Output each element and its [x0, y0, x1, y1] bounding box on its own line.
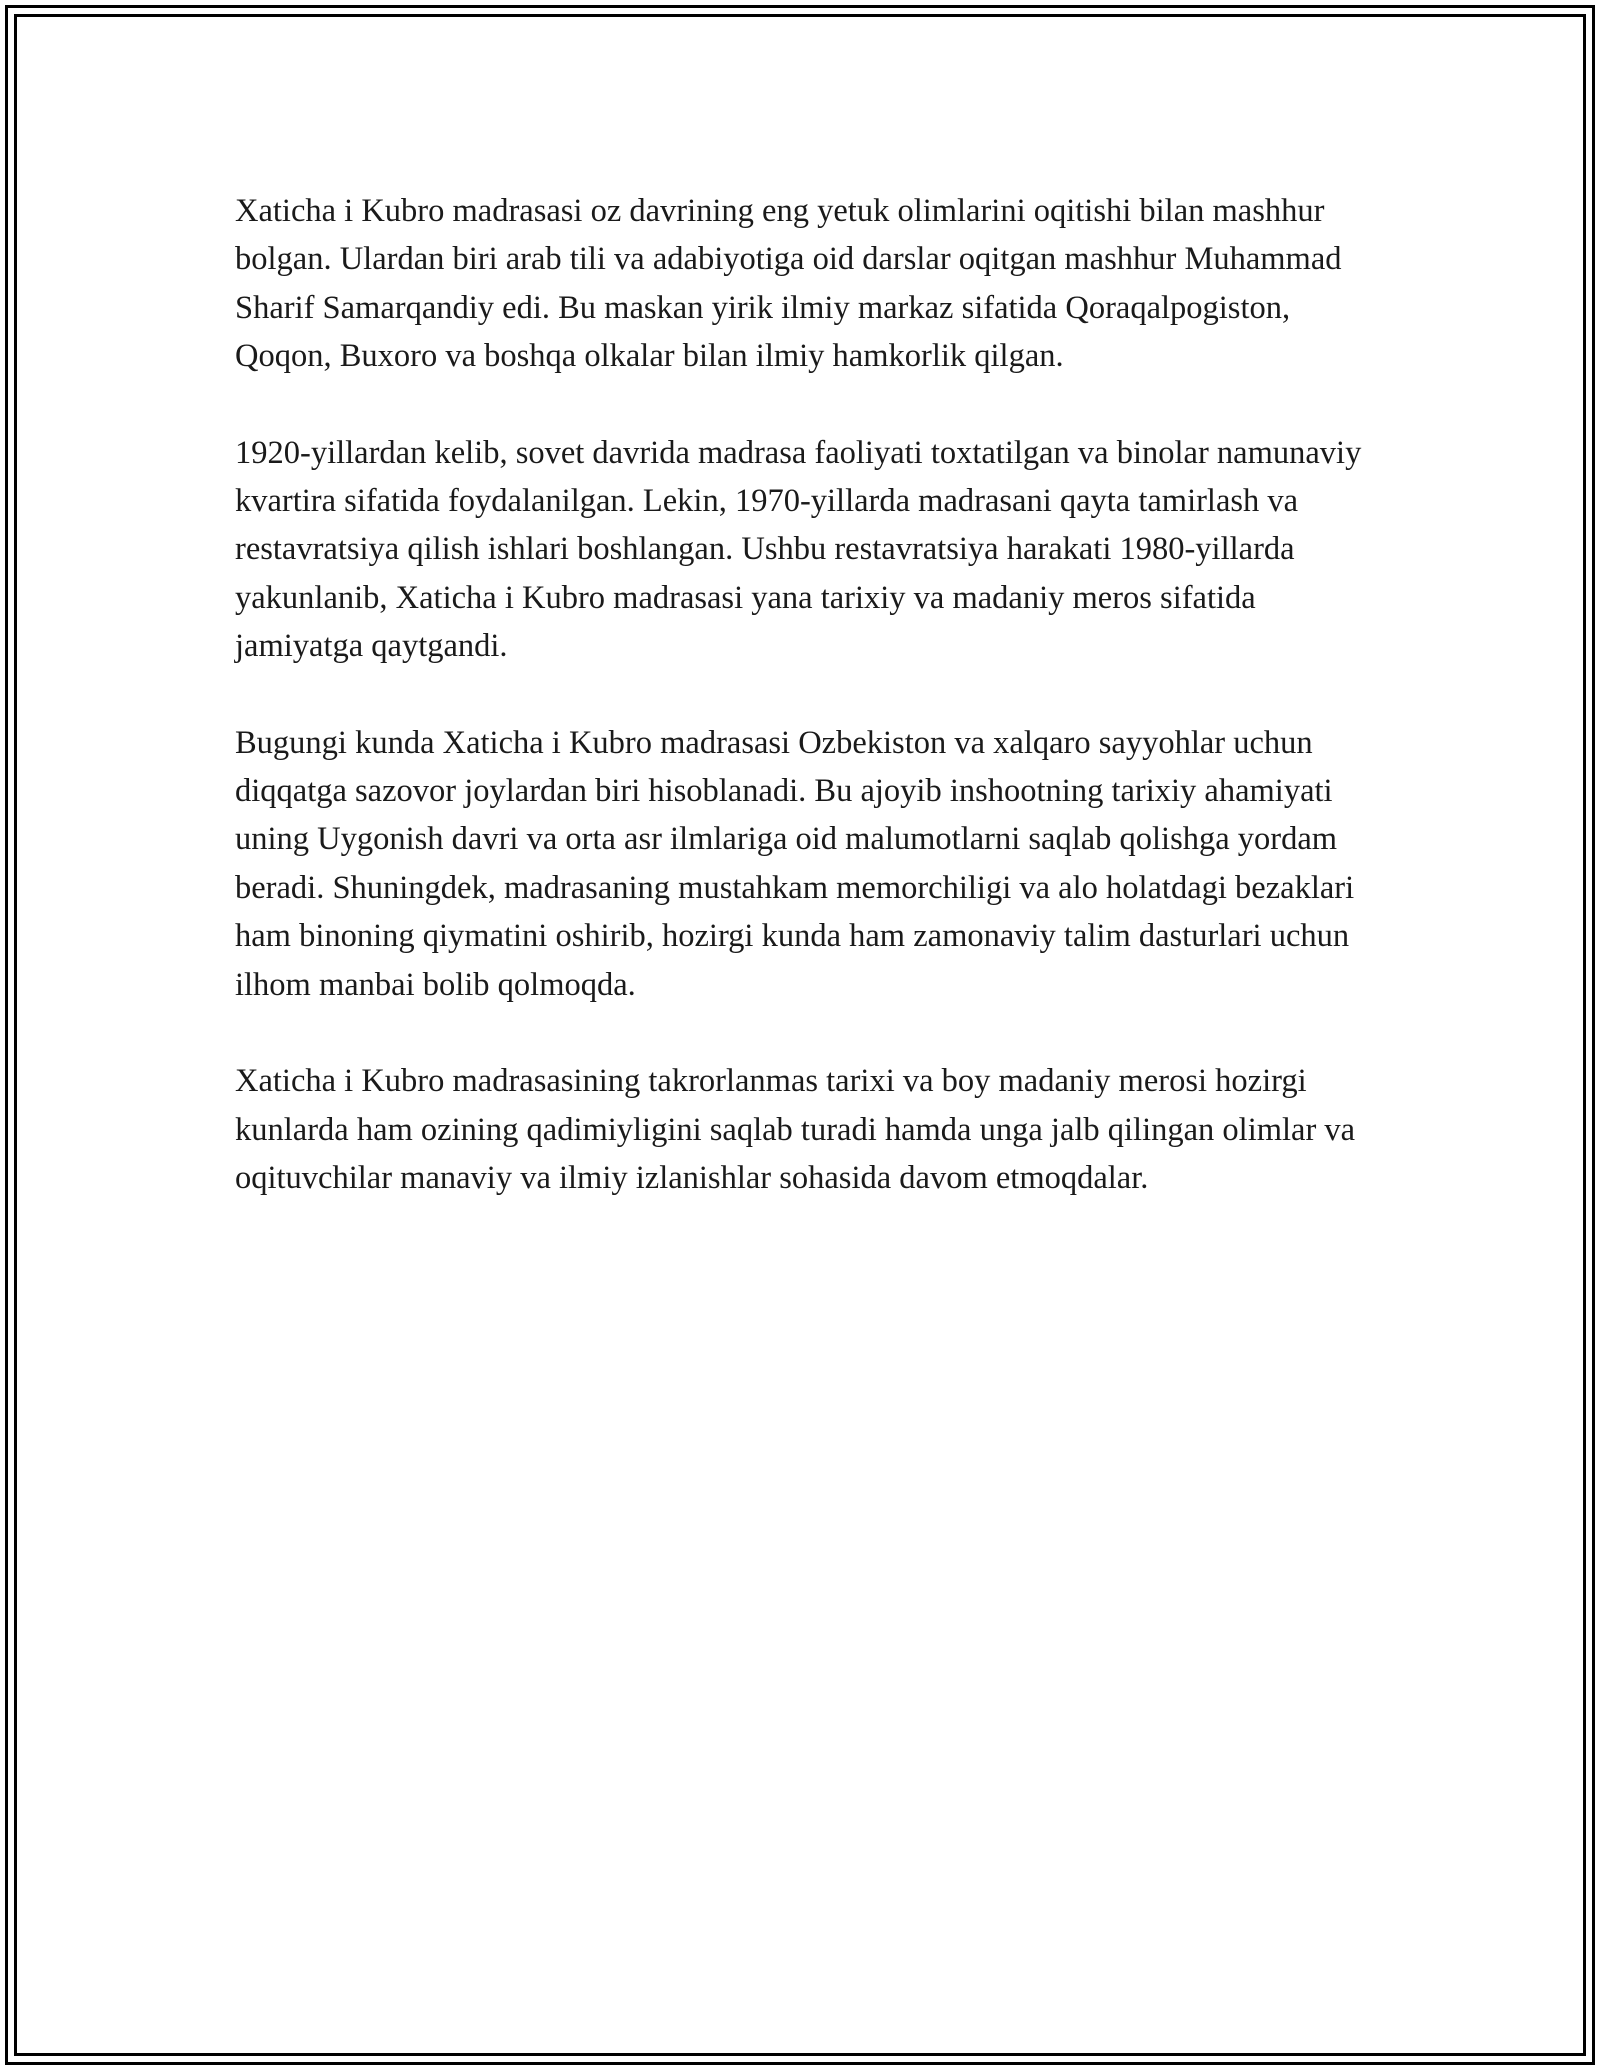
- document-body: [235, 187, 1375, 1250]
- paragraph-3: Bugungi kunda Xaticha i Kubro madrasasi Ozbekiston va xalqaro sayyohlar uchun diqqatga sazovor joylardan biri hisoblanadi. Bu ajoyib inshootning tarixiy ahamiyati uning Uygonish davri va orta asr ilmlariga oid malumotlarni saqlab qolishga yordam beradi. Shuningdek, madrasaning mustahkam memorchiligi va alo holatdagi bezaklari ham binoning qiymatini oshirib, hozirgi kunda ham zamonaviy talim dasturlari uchun ilhom manbai bolib qolmoqda.: [235, 724, 1355, 1003]
- paragraph-4: Xaticha i Kubro madrasasining takrorlanmas tarixi va boy madaniy merosi hozirgi kunlarda ham ozining qadimiyligini saqlab turadi hamda unga jalb qilingan olimlar va oqituvchilar manaviy va ilmiy izlanishlar sohasida davom etmoqdalar.: [235, 1063, 1356, 1196]
- paragraph-2: 1920-yillardan kelib, sovet davrida madrasa faoliyati toxtatilgan va binolar namunaviy kvartira sifatida foydalanilgan. Lekin, 1970-yillarda madrasani qayta tamirlash va restavratsiya qilish ishlari boshlangan. Ushbu restavratsiya harakati 1980-yillarda yakunlanib, Xaticha i Kubro madrasasi yana tarixiy va madaniy meros sifatida jamiyatga qaytgandi.: [235, 434, 1362, 665]
- paragraph-1: Xaticha i Kubro madrasasi oz davrining eng yetuk olimlarini oqitishi bilan mashhur bolgan. Ulardan biri arab tili va adabiyotiga oid darslar oqitgan mashhur Muhammad Sharif Samarqandiy edi. Bu maskan yirik ilmiy markaz sifatida Qoraqalpogiston, Qoqon, Buxoro va boshqa olkalar bilan ilmiy hamkorlik qilgan.: [235, 193, 1342, 375]
